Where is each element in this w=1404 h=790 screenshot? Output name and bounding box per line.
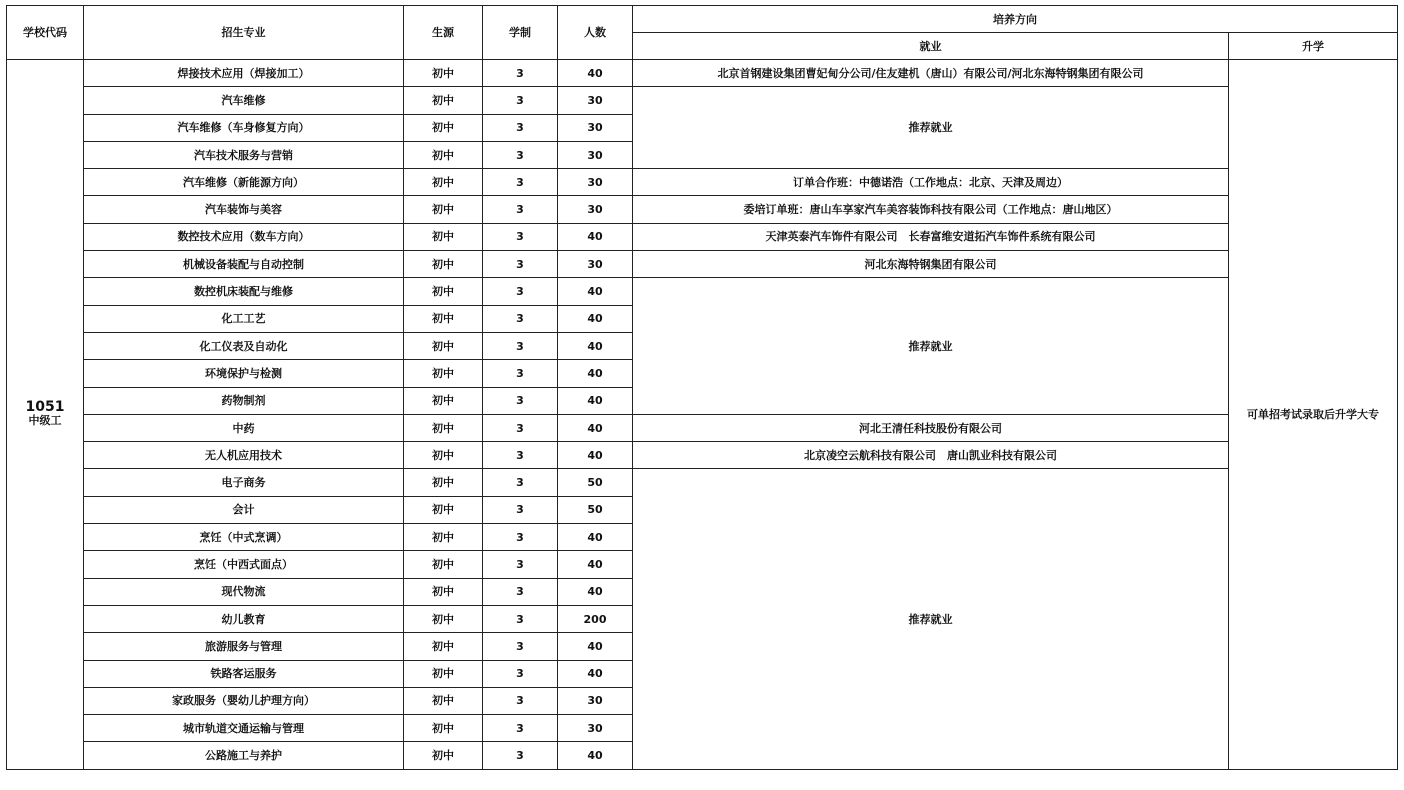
table-row bbox=[7, 87, 1398, 114]
source-cell: 初中 bbox=[404, 305, 483, 332]
duration-cell: 3 bbox=[483, 469, 558, 496]
header-major: 招生专业 bbox=[84, 6, 404, 60]
major-cell: 会计 bbox=[84, 496, 404, 523]
count-cell: 30 bbox=[558, 687, 633, 714]
major-cell: 幼儿教育 bbox=[84, 605, 404, 632]
employment-cell: 推荐就业 bbox=[633, 87, 1229, 169]
major-cell: 汽车维修（车身修复方向） bbox=[84, 114, 404, 141]
duration-cell: 3 bbox=[483, 742, 558, 769]
major-cell: 家政服务（婴幼儿护理方向） bbox=[84, 687, 404, 714]
count-cell: 40 bbox=[558, 414, 633, 441]
count-cell: 30 bbox=[558, 196, 633, 223]
duration-cell: 3 bbox=[483, 332, 558, 359]
source-cell: 初中 bbox=[404, 87, 483, 114]
count-cell: 30 bbox=[558, 141, 633, 168]
major-cell: 汽车维修 bbox=[84, 87, 404, 114]
count-cell: 40 bbox=[558, 223, 633, 250]
employment-cell: 委培订单班：唐山车享家汽车美容装饰科技有限公司（工作地点：唐山地区） bbox=[633, 196, 1229, 223]
school-code: 1051 bbox=[25, 399, 65, 416]
school-level: 中级工 bbox=[28, 414, 62, 428]
duration-cell: 3 bbox=[483, 114, 558, 141]
duration-cell: 3 bbox=[483, 251, 558, 278]
major-cell: 公路施工与养护 bbox=[84, 742, 404, 769]
count-cell: 30 bbox=[558, 87, 633, 114]
table-row bbox=[7, 414, 1398, 441]
source-cell: 初中 bbox=[404, 114, 483, 141]
count-cell: 40 bbox=[558, 278, 633, 305]
count-cell: 40 bbox=[558, 305, 633, 332]
further-study-cell: 可单招考试录取后升学大专 bbox=[1229, 60, 1398, 770]
major-cell: 汽车技术服务与营销 bbox=[84, 141, 404, 168]
major-cell: 烹饪（中式烹调） bbox=[84, 524, 404, 551]
duration-cell: 3 bbox=[483, 169, 558, 196]
table-row bbox=[7, 278, 1398, 305]
major-cell: 化工仪表及自动化 bbox=[84, 332, 404, 359]
duration-cell: 3 bbox=[483, 633, 558, 660]
major-cell: 机械设备装配与自动控制 bbox=[84, 251, 404, 278]
source-cell: 初中 bbox=[404, 633, 483, 660]
employment-cell: 河北东海特钢集团有限公司 bbox=[633, 251, 1229, 278]
count-cell: 30 bbox=[558, 169, 633, 196]
count-cell: 40 bbox=[558, 578, 633, 605]
duration-cell: 3 bbox=[483, 605, 558, 632]
source-cell: 初中 bbox=[404, 251, 483, 278]
source-cell: 初中 bbox=[404, 278, 483, 305]
duration-cell: 3 bbox=[483, 687, 558, 714]
source-cell: 初中 bbox=[404, 578, 483, 605]
source-cell: 初中 bbox=[404, 442, 483, 469]
employment-cell: 推荐就业 bbox=[633, 469, 1229, 769]
major-cell: 焊接技术应用（焊接加工） bbox=[84, 60, 404, 87]
header-duration: 学制 bbox=[483, 6, 558, 60]
major-cell: 汽车装饰与美容 bbox=[84, 196, 404, 223]
duration-cell: 3 bbox=[483, 223, 558, 250]
source-cell: 初中 bbox=[404, 524, 483, 551]
count-cell: 40 bbox=[558, 332, 633, 359]
employment-cell: 河北王清任科技股份有限公司 bbox=[633, 414, 1229, 441]
count-cell: 40 bbox=[558, 524, 633, 551]
major-cell: 化工工艺 bbox=[84, 305, 404, 332]
source-cell: 初中 bbox=[404, 196, 483, 223]
source-cell: 初中 bbox=[404, 60, 483, 87]
source-cell: 初中 bbox=[404, 414, 483, 441]
major-cell: 旅游服务与管理 bbox=[84, 633, 404, 660]
major-cell: 环境保护与检测 bbox=[84, 360, 404, 387]
duration-cell: 3 bbox=[483, 414, 558, 441]
duration-cell: 3 bbox=[483, 60, 558, 87]
count-cell: 40 bbox=[558, 742, 633, 769]
duration-cell: 3 bbox=[483, 360, 558, 387]
duration-cell: 3 bbox=[483, 305, 558, 332]
table-row bbox=[7, 469, 1398, 496]
count-cell: 30 bbox=[558, 715, 633, 742]
source-cell: 初中 bbox=[404, 469, 483, 496]
count-cell: 50 bbox=[558, 469, 633, 496]
major-cell: 电子商务 bbox=[84, 469, 404, 496]
employment-cell: 北京凌空云航科技有限公司 唐山凯业科技有限公司 bbox=[633, 442, 1229, 469]
table-row bbox=[7, 60, 1398, 87]
duration-cell: 3 bbox=[483, 442, 558, 469]
table-row bbox=[7, 223, 1398, 250]
source-cell: 初中 bbox=[404, 169, 483, 196]
major-cell: 汽车维修（新能源方向） bbox=[84, 169, 404, 196]
count-cell: 40 bbox=[558, 360, 633, 387]
major-cell: 现代物流 bbox=[84, 578, 404, 605]
employment-cell: 订单合作班：中德诺浩（工作地点：北京、天津及周边） bbox=[633, 169, 1229, 196]
header-direction: 培养方向 bbox=[633, 6, 1398, 33]
duration-cell: 3 bbox=[483, 141, 558, 168]
count-cell: 40 bbox=[558, 660, 633, 687]
source-cell: 初中 bbox=[404, 496, 483, 523]
header-further-study: 升学 bbox=[1229, 33, 1398, 60]
count-cell: 30 bbox=[558, 251, 633, 278]
source-cell: 初中 bbox=[404, 332, 483, 359]
header-source: 生源 bbox=[404, 6, 483, 60]
source-cell: 初中 bbox=[404, 660, 483, 687]
source-cell: 初中 bbox=[404, 687, 483, 714]
count-cell: 40 bbox=[558, 633, 633, 660]
duration-cell: 3 bbox=[483, 278, 558, 305]
count-cell: 50 bbox=[558, 496, 633, 523]
header-count: 人数 bbox=[558, 6, 633, 60]
count-cell: 40 bbox=[558, 387, 633, 414]
duration-cell: 3 bbox=[483, 196, 558, 223]
major-cell: 数控机床装配与维修 bbox=[84, 278, 404, 305]
duration-cell: 3 bbox=[483, 87, 558, 114]
duration-cell: 3 bbox=[483, 524, 558, 551]
major-cell: 药物制剂 bbox=[84, 387, 404, 414]
duration-cell: 3 bbox=[483, 496, 558, 523]
source-cell: 初中 bbox=[404, 360, 483, 387]
count-cell: 40 bbox=[558, 60, 633, 87]
major-cell: 烹饪（中西式面点） bbox=[84, 551, 404, 578]
source-cell: 初中 bbox=[404, 141, 483, 168]
header-row-1 bbox=[7, 6, 1398, 33]
employment-cell: 天津英泰汽车饰件有限公司 长春富维安道拓汽车饰件系统有限公司 bbox=[633, 223, 1229, 250]
count-cell: 30 bbox=[558, 114, 633, 141]
employment-cell: 推荐就业 bbox=[633, 278, 1229, 414]
duration-cell: 3 bbox=[483, 578, 558, 605]
source-cell: 初中 bbox=[404, 715, 483, 742]
source-cell: 初中 bbox=[404, 742, 483, 769]
major-cell: 铁路客运服务 bbox=[84, 660, 404, 687]
major-cell: 城市轨道交通运输与管理 bbox=[84, 715, 404, 742]
table-row bbox=[7, 196, 1398, 223]
duration-cell: 3 bbox=[483, 715, 558, 742]
duration-cell: 3 bbox=[483, 551, 558, 578]
major-cell: 中药 bbox=[84, 414, 404, 441]
table-row bbox=[7, 169, 1398, 196]
source-cell: 初中 bbox=[404, 605, 483, 632]
table-row bbox=[7, 442, 1398, 469]
header-school-code: 学校代码 bbox=[7, 6, 84, 60]
count-cell: 40 bbox=[558, 551, 633, 578]
duration-cell: 3 bbox=[483, 660, 558, 687]
header-employment: 就业 bbox=[633, 33, 1229, 60]
count-cell: 40 bbox=[558, 442, 633, 469]
major-cell: 数控技术应用（数车方向） bbox=[84, 223, 404, 250]
source-cell: 初中 bbox=[404, 551, 483, 578]
source-cell: 初中 bbox=[404, 387, 483, 414]
source-cell: 初中 bbox=[404, 223, 483, 250]
major-cell: 无人机应用技术 bbox=[84, 442, 404, 469]
school-code-cell bbox=[7, 60, 84, 770]
employment-cell: 北京首钢建设集团曹妃甸分公司/住友建机（唐山）有限公司/河北东海特钢集团有限公司 bbox=[633, 60, 1229, 87]
admission-table bbox=[6, 5, 1398, 770]
count-cell: 200 bbox=[558, 605, 633, 632]
duration-cell: 3 bbox=[483, 387, 558, 414]
table-row bbox=[7, 251, 1398, 278]
